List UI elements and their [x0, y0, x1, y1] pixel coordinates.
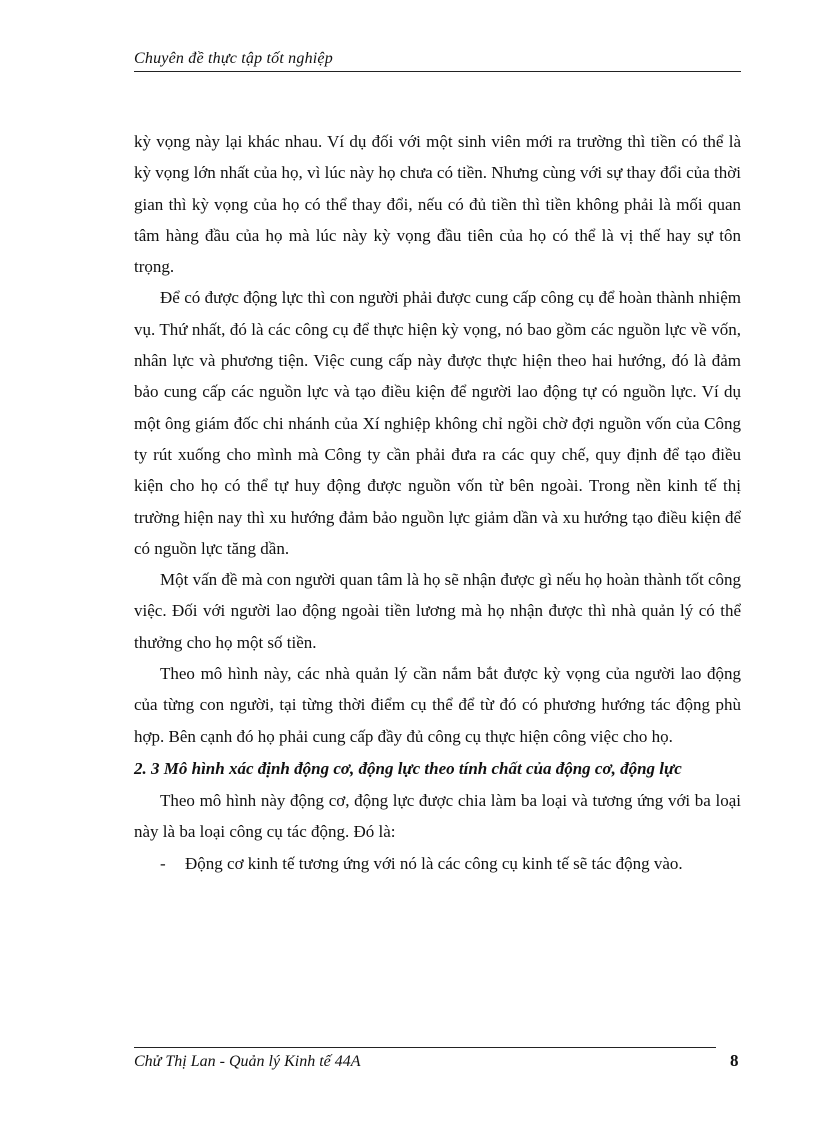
paragraph-2: Để có được động lực thì con người phải được cung cấp công cụ để hoàn thành nhiệm vụ. Thứ nhất, đó là các công cụ để thực hiện kỳ vọng, nó bao gồm các nguồn lực về vốn, nhân lực và phương tiện. Việc cung cấp này được thực hiện theo hai hướng, đó là đảm bảo cung cấp các nguồn lực và tạo điều kiện để người lao động tự có nguồn lực. Ví dụ một ông giám đốc chi nhánh của Xí nghiệp không chỉ ngồi chờ đợi nguồn vốn của Công ty rút xuống cho mình mà Công ty cần phải đưa ra các quy chế, quy định để tạo điều kiện cho họ có thể tự huy động được nguồn vốn từ bên ngoài. Trong nền kinh tế thị trường hiện nay thì xu hướng đảm bảo nguồn lực giảm dần và xu hướng tạo điều kiện để có nguồn lực tăng dần.: [134, 288, 741, 558]
footer-divider: [134, 1047, 716, 1048]
paragraph-1: kỳ vọng này lại khác nhau. Ví dụ đối với một sinh viên mới ra trường thì tiền có thể là kỳ vọng lớn nhất của họ, vì lúc này họ chưa có tiền. Nhưng cùng với sự thay đổi của thời gian thì kỳ vọng của họ có thể thay đổi, nếu có đủ tiền thì tiền không phải là mối quan tâm hàng đầu của họ mà lúc này kỳ vọng đầu tiên của họ có thể là vị thế hay sự tôn trọng.: [134, 132, 741, 277]
document-body: [134, 126, 741, 879]
paragraph-5: Theo mô hình này động cơ, động lực được chia làm ba loại và tương ứng với ba loại này là ba loại công cụ tác động. Đó là:: [134, 790, 741, 842]
paragraph-3: Một vấn đề mà con người quan tâm là họ sẽ nhận được gì nếu họ hoàn thành tốt công việc. Đối với người lao động ngoài tiền lương mà họ nhận được thì nhà quản lý có thể thưởng cho họ một số tiền.: [134, 570, 741, 652]
page-number: 8: [730, 1051, 739, 1070]
section-heading: 2. 3 Mô hình xác định động cơ, động lực theo tính chất của động cơ, động lực: [134, 758, 682, 778]
page-header: Chuyên đề thực tập tốt nghiệp: [134, 50, 741, 72]
page-footer: Chử Thị Lan - Quản lý Kinh tế 44A: [134, 1053, 361, 1070]
bullet-marker: -: [160, 853, 166, 873]
bullet-text: Động cơ kinh tế tương ứng với nó là các công cụ kinh tế sẽ tác động vào.: [185, 853, 683, 873]
bullet-item: [134, 848, 741, 879]
paragraph-4: Theo mô hình này, các nhà quản lý cần nắm bắt được kỳ vọng của người lao động của từng con người, tại từng thời điểm cụ thể để từ đó có phương hướng tác động phù hợp. Bên cạnh đó họ phải cung cấp đầy đủ công cụ thực hiện công việc cho họ.: [134, 664, 741, 746]
